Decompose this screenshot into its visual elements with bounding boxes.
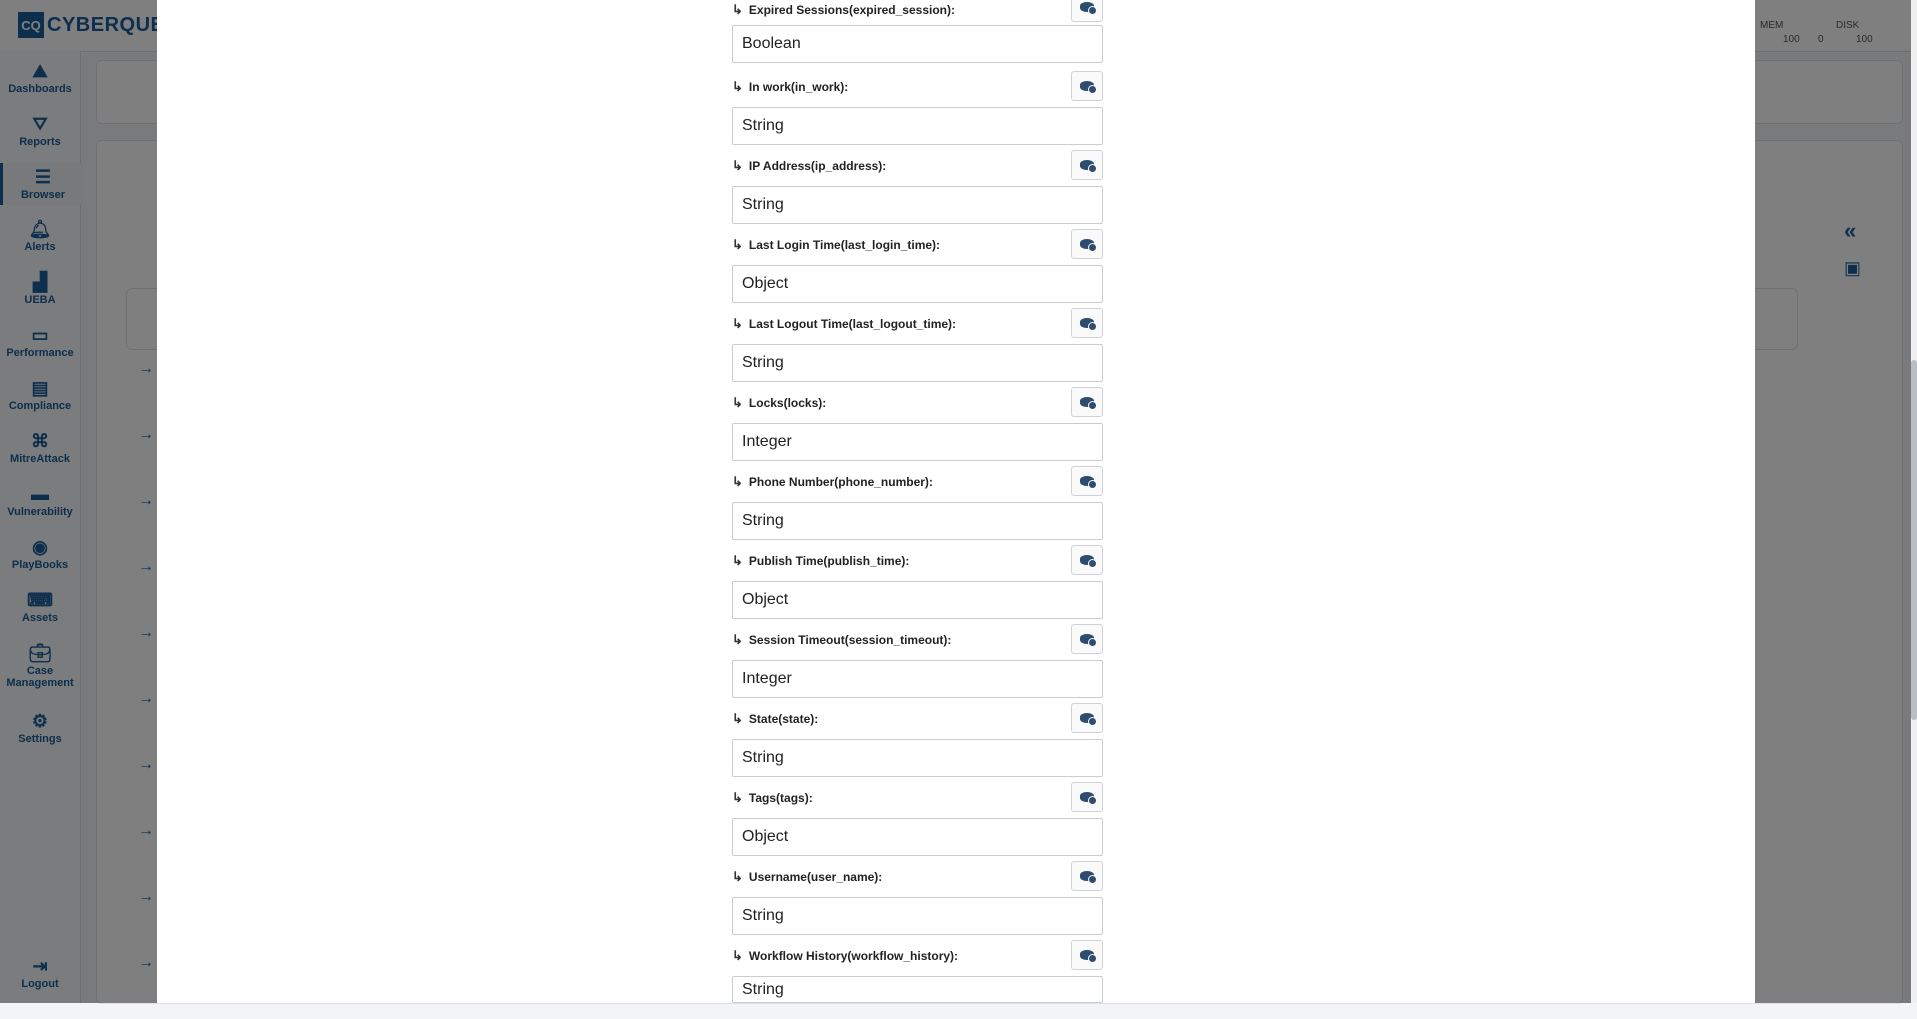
field-label-text: Tags(tags): bbox=[748, 791, 813, 805]
field-label-text: Locks(locks): bbox=[748, 396, 827, 410]
field-user-name bbox=[732, 861, 1103, 940]
field-type-input[interactable] bbox=[732, 423, 1103, 461]
field-label-text: State(state): bbox=[748, 712, 819, 726]
database-icon bbox=[1080, 792, 1094, 802]
field-type-input[interactable] bbox=[732, 818, 1103, 856]
link-arrow-icon: ↳ bbox=[732, 711, 743, 726]
field-type-input[interactable] bbox=[732, 186, 1103, 224]
database-button[interactable] bbox=[1071, 229, 1103, 259]
field-label-text: Workflow History(workflow_history): bbox=[748, 949, 959, 963]
database-icon bbox=[1080, 318, 1094, 328]
field-ip-address bbox=[732, 150, 1103, 229]
page-scrollbar[interactable] bbox=[1911, 0, 1917, 1003]
database-icon bbox=[1080, 634, 1094, 644]
field-label bbox=[732, 316, 956, 332]
field-label bbox=[732, 553, 909, 569]
field-type-input[interactable] bbox=[732, 25, 1103, 63]
link-arrow-icon: ↳ bbox=[732, 632, 743, 647]
link-arrow-icon: ↳ bbox=[732, 948, 743, 963]
link-arrow-icon: ↳ bbox=[732, 869, 743, 884]
scrollbar-thumb[interactable] bbox=[1911, 360, 1917, 720]
field-label-text: Publish Time(publish_time): bbox=[748, 554, 910, 568]
field-type-input[interactable] bbox=[732, 739, 1103, 777]
database-icon bbox=[1080, 2, 1094, 12]
link-arrow-icon: ↳ bbox=[732, 2, 743, 17]
link-arrow-icon: ↳ bbox=[732, 79, 743, 94]
field-label-text: Phone Number(phone_number): bbox=[748, 475, 933, 489]
field-type-input[interactable] bbox=[732, 107, 1103, 145]
field-locks bbox=[732, 387, 1103, 466]
field-state bbox=[732, 703, 1103, 782]
field-label bbox=[732, 395, 826, 411]
field-publish-time bbox=[732, 545, 1103, 624]
database-button[interactable] bbox=[1071, 940, 1103, 970]
database-button[interactable] bbox=[1071, 861, 1103, 891]
field-phone-number bbox=[732, 466, 1103, 545]
field-label-text: Last Logout Time(last_logout_time): bbox=[748, 317, 957, 331]
field-label-text: Session Timeout(session_timeout): bbox=[748, 633, 952, 647]
database-icon bbox=[1080, 871, 1094, 881]
field-last-logout-time bbox=[732, 308, 1103, 387]
field-tags bbox=[732, 782, 1103, 861]
database-button[interactable] bbox=[1071, 545, 1103, 575]
field-workflow-history bbox=[732, 940, 1103, 1019]
link-arrow-icon: ↳ bbox=[732, 237, 743, 252]
database-button[interactable] bbox=[1071, 71, 1103, 101]
field-label bbox=[732, 237, 940, 253]
field-label bbox=[732, 158, 886, 174]
link-arrow-icon: ↳ bbox=[732, 790, 743, 805]
field-label bbox=[732, 711, 818, 727]
field-type-input[interactable] bbox=[732, 265, 1103, 303]
database-button[interactable] bbox=[1071, 466, 1103, 496]
field-type-input[interactable] bbox=[732, 502, 1103, 540]
database-button[interactable] bbox=[1071, 0, 1103, 22]
field-label bbox=[732, 632, 951, 648]
field-label bbox=[732, 948, 958, 964]
field-type-input[interactable] bbox=[732, 976, 1103, 1003]
link-arrow-icon: ↳ bbox=[732, 553, 743, 568]
field-type-input[interactable] bbox=[732, 660, 1103, 698]
database-icon bbox=[1080, 239, 1094, 249]
link-arrow-icon: ↳ bbox=[732, 158, 743, 173]
database-icon bbox=[1080, 555, 1094, 565]
field-label bbox=[732, 79, 848, 95]
field-label-text: In work(in_work): bbox=[748, 80, 849, 94]
database-icon bbox=[1080, 950, 1094, 960]
database-button[interactable] bbox=[1071, 624, 1103, 654]
field-type-input[interactable] bbox=[732, 344, 1103, 382]
database-button[interactable] bbox=[1071, 308, 1103, 338]
field-mapping-modal bbox=[157, 0, 1755, 1003]
link-arrow-icon: ↳ bbox=[732, 316, 743, 331]
field-label bbox=[732, 474, 933, 490]
field-session-timeout bbox=[732, 624, 1103, 703]
field-label-text: Username(user_name): bbox=[748, 870, 883, 884]
database-button[interactable] bbox=[1071, 150, 1103, 180]
field-type-input[interactable] bbox=[732, 897, 1103, 935]
field-expired-session bbox=[732, 0, 1103, 79]
field-last-login-time bbox=[732, 229, 1103, 308]
database-icon bbox=[1080, 397, 1094, 407]
database-icon bbox=[1080, 81, 1094, 91]
field-type-input[interactable] bbox=[732, 581, 1103, 619]
database-button[interactable] bbox=[1071, 703, 1103, 733]
database-button[interactable] bbox=[1071, 782, 1103, 812]
link-arrow-icon: ↳ bbox=[732, 474, 743, 489]
database-button[interactable] bbox=[1071, 387, 1103, 417]
field-label-text: Last Login Time(last_login_time): bbox=[748, 238, 941, 252]
database-icon bbox=[1080, 160, 1094, 170]
link-arrow-icon: ↳ bbox=[732, 395, 743, 410]
database-icon bbox=[1080, 713, 1094, 723]
field-label bbox=[732, 2, 955, 18]
database-icon bbox=[1080, 476, 1094, 486]
field-label bbox=[732, 790, 813, 806]
field-label bbox=[732, 869, 882, 885]
field-label-text: Expired Sessions(expired_session): bbox=[748, 3, 955, 17]
field-label-text: IP Address(ip_address): bbox=[748, 159, 887, 173]
field-in-work bbox=[732, 71, 1103, 150]
